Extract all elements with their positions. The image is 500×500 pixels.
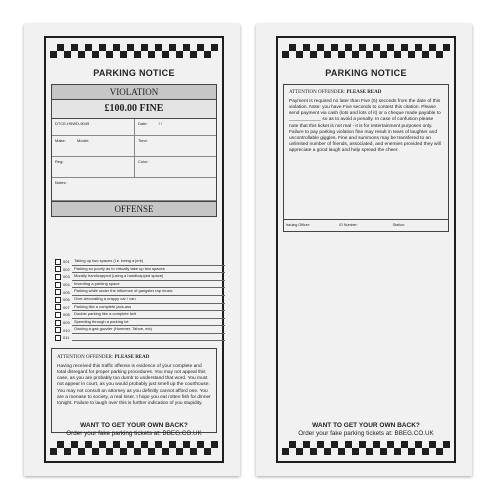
- offense-code: 008: [63, 312, 70, 318]
- offense-checkbox[interactable]: [55, 312, 61, 318]
- parking-ticket-front: [24, 24, 240, 476]
- offense-text: Parking so poorly as to virtually take up two spaces: [72, 266, 225, 274]
- offense-text: Parking like a complete jack-ass: [72, 304, 225, 312]
- parking-ticket-back: [256, 24, 472, 476]
- color-field: [134, 157, 216, 177]
- attention-emphasis: PLEASE READ: [346, 90, 382, 95]
- time-field: [134, 136, 216, 156]
- attention-box: [283, 84, 449, 232]
- issuing-officer-label: Issuing Officer:: [286, 223, 310, 227]
- reg-field: [52, 157, 134, 177]
- footer-order-link[interactable]: Order your fake parking tickets at: BBEG.CO.UK: [66, 430, 202, 437]
- offense-checkbox[interactable]: [55, 289, 61, 295]
- attention-box: [51, 348, 217, 433]
- page-title: PARKING NOTICE: [93, 68, 175, 78]
- checkered-border-top: [50, 44, 218, 58]
- offense-text: Taking up two spaces (i.e. being a jerk): [72, 258, 225, 266]
- footer: [278, 422, 454, 437]
- form-row-notes: [52, 178, 216, 201]
- list-item: [55, 296, 225, 304]
- ticket-frame: [44, 36, 224, 463]
- list-item: [55, 273, 225, 281]
- footer-headline: WANT TO GET YOUR OWN BACK?: [80, 422, 188, 429]
- footer: [46, 422, 222, 437]
- station-label: Station:: [392, 223, 405, 227]
- offense-text: Over-decorating a crappy car / van: [72, 296, 225, 304]
- offense-code: 002: [63, 266, 70, 272]
- offense-checkbox[interactable]: [55, 304, 61, 310]
- fine-amount: £100.00 FINE: [52, 100, 216, 119]
- violation-form: [51, 84, 217, 217]
- offense-checkbox[interactable]: [55, 327, 61, 333]
- list-item: [55, 311, 225, 319]
- attention-prefix: ATTENTION OFFENDER:: [57, 355, 115, 360]
- offense-code: 011: [63, 335, 70, 341]
- offense-checkbox[interactable]: [55, 297, 61, 303]
- make-label: Make:: [55, 138, 66, 143]
- form-row-reg: [52, 157, 216, 178]
- page-title: PARKING NOTICE: [325, 68, 407, 78]
- offense-checkbox[interactable]: [55, 320, 61, 326]
- offense-code: 005: [63, 289, 70, 295]
- list-item: [55, 334, 225, 342]
- reg-label: Reg:: [55, 159, 64, 164]
- offense-text: Morally handicapped (using a handicapped space): [72, 273, 225, 281]
- form-row-ticket: [52, 119, 216, 136]
- offense-checkbox[interactable]: [55, 266, 61, 272]
- list-item: [55, 266, 225, 274]
- offense-code: 009: [63, 320, 70, 326]
- color-label: Color:: [138, 159, 149, 164]
- list-item: [55, 258, 225, 266]
- offense-list: [55, 258, 225, 342]
- checkered-border-top: [282, 44, 450, 58]
- attention-prefix: ATTENTION OFFENDER:: [289, 90, 347, 95]
- offense-text: Parking while under the influence of gangster rap music: [72, 288, 225, 296]
- offense-text: Speeding through a parking lot: [72, 319, 225, 327]
- attention-heading: [289, 90, 443, 95]
- footer-headline: WANT TO GET YOUR OWN BACK?: [312, 422, 420, 429]
- offense-code: 007: [63, 304, 70, 310]
- form-row-vehicle: [52, 136, 216, 157]
- offense-checkbox[interactable]: [55, 282, 61, 288]
- list-item: [55, 319, 225, 327]
- date-field: [134, 119, 216, 135]
- footer-order-link[interactable]: Order your fake parking tickets at: BBEG.CO.UK: [298, 430, 434, 437]
- attention-body: Payment is required no later than Five (5) seconds from the date of this violation. Note: you have Five seconds to contest this citation. Please send payment via cash (lots and lots of it) or a cheque made payable to ____________ so as to avoid a penalty. In case of confusion please note that this ticket is not real - it is for entertainment purposes only. Failure to pay parking violation fine may result in tears of laughter and uncontrollable giggles. Fine and summons may be transfered to an unlimited number of friends, associated, and enemies provided they will appreciate a good laugh and help spread the cheer.: [289, 99, 441, 153]
- offense-code: 001: [63, 259, 70, 265]
- date-label: Date:: [138, 121, 148, 126]
- offense-text: Inventing a parking space: [72, 281, 225, 289]
- officer-row: [284, 219, 448, 227]
- violation-header: VIOLATION: [52, 85, 216, 100]
- offense-checkbox[interactable]: [55, 259, 61, 265]
- id-number-label: ID Number:: [339, 223, 358, 227]
- ticket-frame: [276, 36, 456, 463]
- offense-checkbox[interactable]: [55, 274, 61, 280]
- notes-label: Notes:: [55, 180, 67, 185]
- time-label: Time:: [138, 138, 148, 143]
- offense-code: 004: [63, 282, 70, 288]
- offense-code: 006: [63, 297, 70, 303]
- model-label: Model:: [77, 138, 90, 143]
- date-separator: / /: [158, 121, 163, 126]
- list-item: [55, 304, 225, 312]
- offense-text: Owning a gas guzzler (Hummer, Tahoe, etc): [72, 326, 225, 334]
- offense-text: [72, 334, 225, 342]
- list-item: [55, 326, 225, 334]
- ticket-number: DTCE-H5WD-9045: [55, 121, 90, 126]
- attention-body: Having received this traffic offense is evidence of your complete and total disregard for proper parking procedures. You may not appeal this case, as you are probably too dumb to understand that word. You must not appear in court, as you would probably just smell up the courthouse. You may not consult an attorney as you definitly cannot afford one. You are a menase to society, a real loser. I hope you eat rotten fish for dinner tonight. Failure to laugh over this is further indication of you stupidity.: [57, 364, 211, 406]
- offense-checkbox[interactable]: [55, 335, 61, 341]
- list-item: [55, 281, 225, 289]
- make-model-field: [52, 136, 134, 156]
- offense-code: 003: [63, 274, 70, 280]
- offense-code: 010: [63, 327, 70, 333]
- offense-header: OFFENSE: [52, 201, 216, 216]
- offense-text: Double parking like a complete twit: [72, 311, 225, 319]
- notes-field: [52, 178, 70, 200]
- list-item: [55, 288, 225, 296]
- attention-emphasis: PLEASE READ: [114, 355, 150, 360]
- checkered-border-bottom: [50, 441, 218, 455]
- checkered-border-bottom: [282, 441, 450, 455]
- attention-heading: [57, 355, 211, 360]
